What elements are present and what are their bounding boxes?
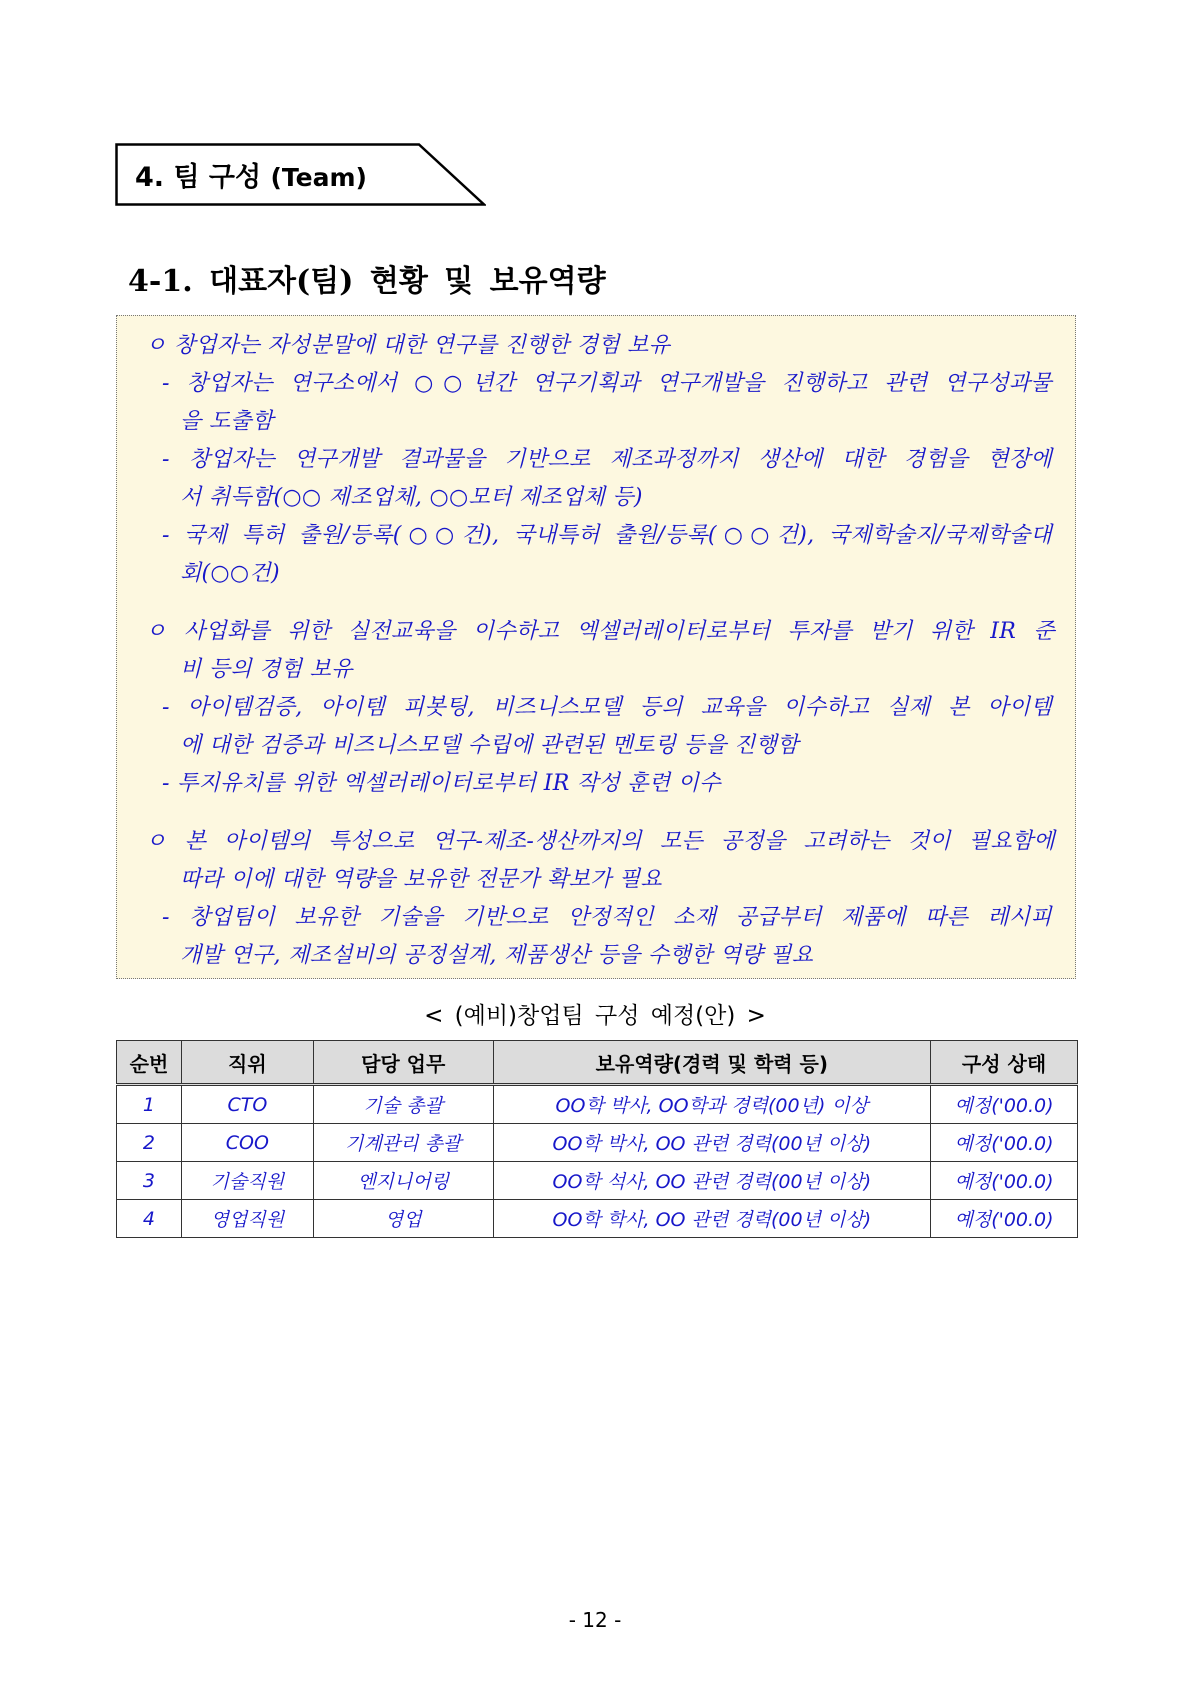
continuation-line: 에 대한 검증과 비즈니스모델 수립에 관련된 멘토링 등을 진행함 bbox=[180, 733, 799, 758]
subsection-title: 4-1. 대표자(팀) 현황 및 보유역량 bbox=[128, 264, 606, 299]
team-table bbox=[116, 1040, 1078, 1238]
table-cell: OO학 석사, OO 관련 경력(00년 이상) bbox=[493, 1162, 930, 1200]
continuation-line: 비 등의 경험 보유 bbox=[180, 657, 353, 682]
continuation-line: 을 도출함 bbox=[180, 409, 274, 434]
section-title-en: (Team) bbox=[270, 163, 367, 192]
capability-box bbox=[116, 315, 1076, 979]
dash-line: - 창업자는 연구소에서 ○○년간 연구기획과 연구개발을 진행하고 관련 연구성과물 bbox=[162, 371, 1052, 396]
table-cell: OO학 박사, OO 관련 경력(00년 이상) bbox=[493, 1124, 930, 1162]
bullet-line: ㅇ 창업자는 자성분말에 대한 연구를 진행한 경험 보유 bbox=[145, 333, 671, 358]
continuation-line: 회(○○건) bbox=[180, 561, 280, 586]
dash-line: - 창업자는 연구개발 결과물을 기반으로 제조과정까지 생산에 대한 경험을 현장에 bbox=[162, 447, 1052, 472]
table-cell: 예정('00.0) bbox=[931, 1200, 1078, 1238]
continuation-line: 따라 이에 대한 역량을 보유한 전문가 확보가 필요 bbox=[180, 867, 663, 892]
table-cell: 기술직원 bbox=[181, 1162, 313, 1200]
header-cell: 순번 bbox=[117, 1041, 182, 1085]
table-cell: CTO bbox=[181, 1085, 313, 1124]
dash-line: - 투지유치를 위한 엑셀러레이터로부터 IR 작성 훈련 이수 bbox=[162, 771, 721, 796]
table-row bbox=[117, 1162, 1078, 1200]
header-cell: 보유역량(경력 및 학력 등) bbox=[493, 1041, 930, 1085]
table-cell: 3 bbox=[117, 1162, 182, 1200]
table-cell: 영업 bbox=[313, 1200, 493, 1238]
section-title bbox=[135, 155, 367, 194]
dash-line: - 창업팀이 보유한 기술을 기반으로 안정적인 소재 공급부터 제품에 따른 레시피 bbox=[162, 905, 1052, 930]
table-row bbox=[117, 1124, 1078, 1162]
table-cell: 예정('00.0) bbox=[931, 1162, 1078, 1200]
table-cell: OO학 박사, OO학과 경력(00년) 이상 bbox=[493, 1085, 930, 1124]
bullet-line: ㅇ 사업화를 위한 실전교육을 이수하고 엑셀러레이터로부터 투자를 받기 위한 IR 준 bbox=[145, 619, 1055, 644]
table-row bbox=[117, 1200, 1078, 1238]
section-title-ko: 4. 팀 구성 bbox=[135, 162, 262, 193]
continuation-line: 서 취득함(○○ 제조업체, ○○모터 제조업체 등) bbox=[180, 485, 643, 510]
table-cell: 4 bbox=[117, 1200, 182, 1238]
table-cell: 기계관리 총괄 bbox=[313, 1124, 493, 1162]
header-cell: 직위 bbox=[181, 1041, 313, 1085]
header-cell: 구성 상태 bbox=[931, 1041, 1078, 1085]
header-cell: 담당 업무 bbox=[313, 1041, 493, 1085]
table-cell: 예정('00.0) bbox=[931, 1085, 1078, 1124]
table-cell: COO bbox=[181, 1124, 313, 1162]
dash-line: - 아이템검증, 아이템 피봇팅, 비즈니스모델 등의 교육을 이수하고 실제 본 아이템 bbox=[162, 695, 1052, 720]
bullet-line: ㅇ 본 아이템의 특성으로 연구-제조-생산까지의 모든 공정을 고려하는 것이 필요함에 bbox=[145, 829, 1055, 854]
continuation-line: 개발 연구, 제조설비의 공정설계, 제품생산 등을 수행한 역량 필요 bbox=[180, 943, 814, 968]
table-cell: 영업직원 bbox=[181, 1200, 313, 1238]
table-cell: 예정('00.0) bbox=[931, 1124, 1078, 1162]
table-cell: OO학 학사, OO 관련 경력(00년 이상) bbox=[493, 1200, 930, 1238]
page-number: - 12 - bbox=[568, 1608, 622, 1632]
table-row bbox=[117, 1085, 1078, 1124]
section-header bbox=[115, 143, 486, 206]
table-cell: 2 bbox=[117, 1124, 182, 1162]
table-cell: 엔지니어링 bbox=[313, 1162, 493, 1200]
table-cell: 기술 총괄 bbox=[313, 1085, 493, 1124]
table-caption: < (예비)창업팀 구성 예정(안) > bbox=[424, 1003, 766, 1029]
dash-line: - 국제 특허 출원/등록(○○건), 국내특허 출원/등록(○○건), 국제학술지/국제학술대 bbox=[162, 523, 1052, 548]
table-header-row bbox=[117, 1041, 1078, 1085]
table-cell: 1 bbox=[117, 1085, 182, 1124]
